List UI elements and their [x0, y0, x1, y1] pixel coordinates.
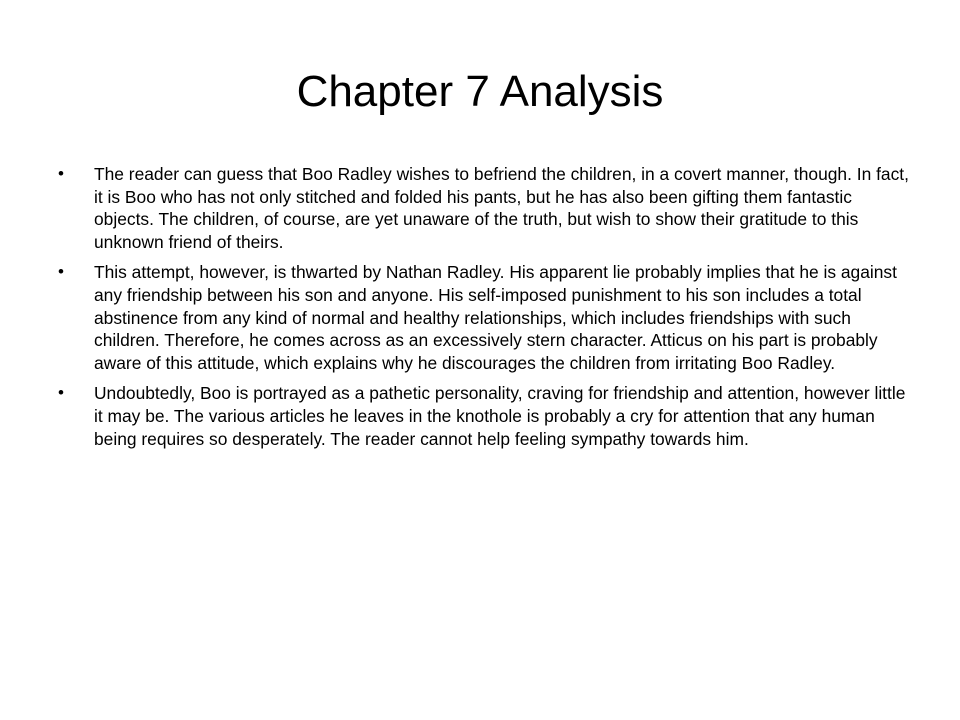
bullet-dot-icon: • [58, 383, 64, 403]
bullet-list [58, 163, 912, 458]
bullet-text: Undoubtedly, Boo is portrayed as a pathetic personality, craving for friendship and attention, however little it may be. The various articles he leaves in the knothole is probably a cry for attention that any human being requires so desperately. The reader cannot help feeling sympathy towards him. [94, 383, 906, 449]
bullet-item [58, 261, 912, 374]
bullet-text: The reader can guess that Boo Radley wishes to befriend the children, in a covert manner, though. In fact, it is Boo who has not only stitched and folded his pants, but he has also been gifting them fantastic objects. The children, of course, are yet unaware of the truth, but wish to show their gratitude to this unknown friend of theirs. [94, 164, 909, 252]
bullet-item [58, 163, 912, 253]
bullet-text: This attempt, however, is thwarted by Nathan Radley. His apparent lie probably implies that he is against any friendship between his son and anyone. His self-imposed punishment to his son includes a total abstinence from any kind of normal and healthy relationships, which includes friendships with such children. Therefore, he comes across as an excessively stern character. Atticus on his part is probably aware of this attitude, which explains why he discourages the children from irritating Boo Radley. [94, 262, 897, 373]
slide-title: Chapter 7 Analysis [296, 67, 664, 116]
bullet-dot-icon: • [58, 262, 64, 282]
bullet-item [58, 382, 912, 450]
bullet-dot-icon: • [58, 164, 64, 183]
